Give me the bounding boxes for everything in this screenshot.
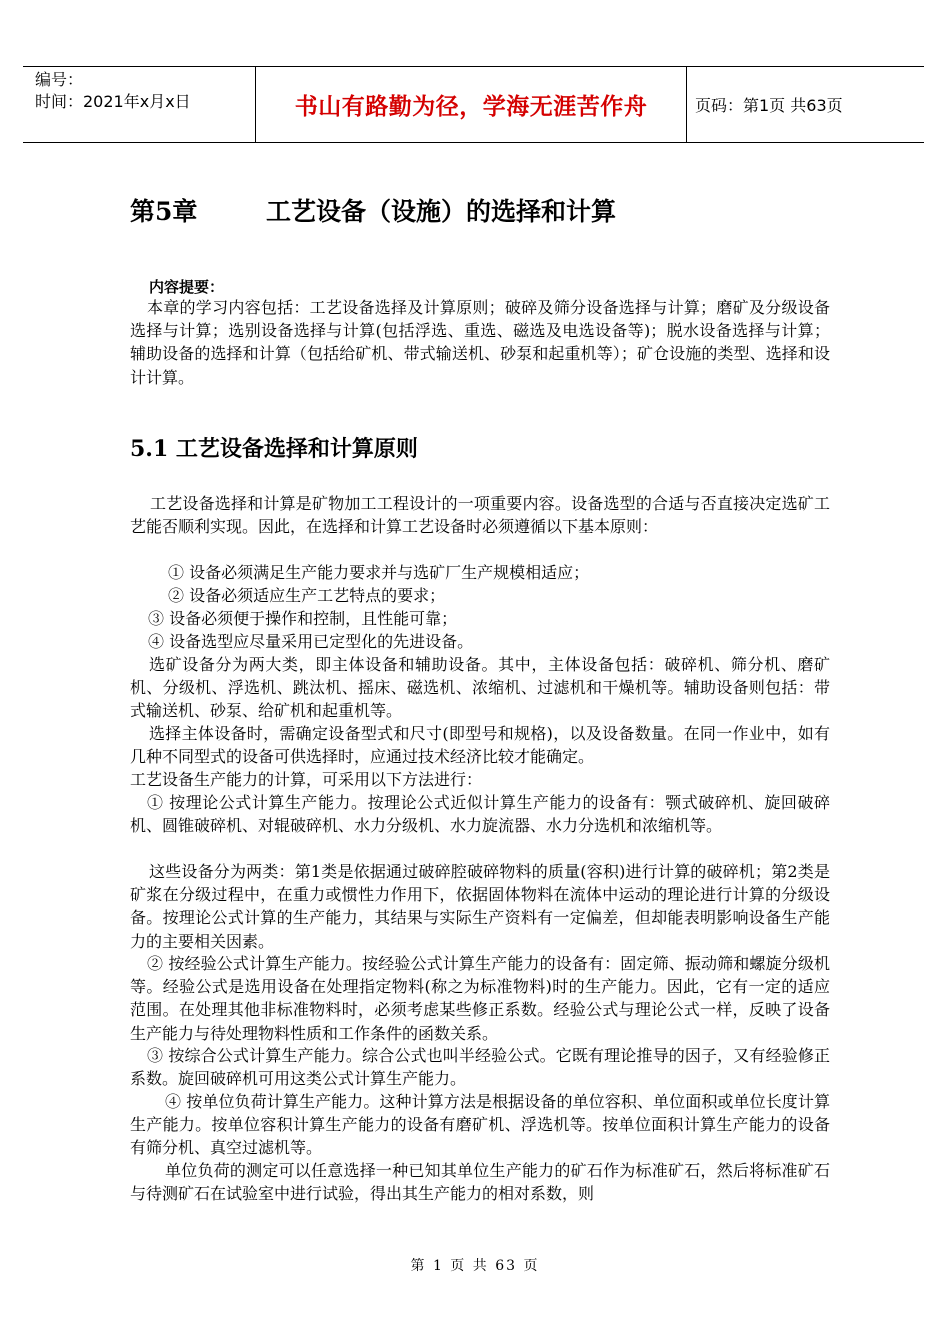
chapter-number: 第5章 [130,197,198,226]
header-page-info: 页码：第1页 共63页 [695,96,843,115]
body-paragraph-capacity: 工艺设备生产能力的计算，可采用以下方法进行： [130,770,483,789]
body-paragraph-unit: 单位负荷的测定可以任意选择一种已知其单位生产能力的矿石作为标准矿石，然后将标准矿石与待测矿石在试验室中进行试验，得出其生产能力的相对系数，则 [130,1161,830,1204]
header-time-label: 时间：2021年x月x日 [35,92,191,111]
method-1-detail: 这些设备分为两类：第1类是依据通过破碎腔破碎物料的质量(容积)进行计算的破碎机；第2类是矿浆在分级过程中，在重力或惯性力作用下，依据固体物料在流体中运动的理论进行计算的分级设备。按理论公式计算的生产能力，其结果与实际生产资料有一定偏差，但却能表明影响设备生产能力的主要相关因素。 [130,862,830,951]
principle-2: ② 设备必须适应生产工艺特点的要求； [168,586,446,605]
section-heading: 5.1 工艺设备选择和计算原则 [130,436,418,462]
method-1: ① 按理论公式计算生产能力。按理论公式近似计算生产能力的设备有：颚式破碎机、旋回破碎机、圆锥破碎机、对辊破碎机、水力分级机、水力旋流器、水力分选机和浓缩机等。 [130,793,830,836]
body-paragraph-main: 选择主体设备时，需确定设备型式和尺寸(即型号和规格)，以及设备数量。在同一作业中，如有几种不同型式的设备可供选择时，应通过技术经济比较才能确定。 [130,724,830,767]
chapter-title: 工艺设备（设施）的选择和计算 [266,197,617,226]
principle-1: ① 设备必须满足生产能力要求并与选矿厂生产规模相适应； [168,563,590,582]
method-3: ③ 按综合公式计算生产能力。综合公式也叫半经验公式。它既有理论推导的因子，又有经验修正系数。旋回破碎机可用这类公式计算生产能力。 [130,1046,830,1089]
header-meta [35,69,255,113]
header-number-label: 编号： [35,70,84,89]
principle-4: ④ 设备选型应尽量采用已定型化的先进设备。 [148,632,474,651]
chapter-heading [130,192,616,228]
body-paragraph-types: 选矿设备分为两大类，即主体设备和辅助设备。其中，主体设备包括：破碎机、筛分机、磨矿机、分级机、浮选机、跳汰机、摇床、磁选机、浓缩机、过滤机和干燥机等。辅助设备则包括：带式输送机、砂泵、给矿机和起重机等。 [130,655,830,721]
header-motto: 书山有路勤为径，学海无涯苦作舟 [294,93,648,120]
document-header [23,66,924,143]
abstract-title: 内容提要： [149,278,225,296]
page-footer: 第 1 页 共 63 页 [410,1258,540,1274]
abstract-text: 本章的学习内容包括：工艺设备选择及计算原则；破碎及筛分设备选择与计算；磨矿及分级设备选择与计算；选别设备选择与计算(包括浮选、重选、磁选及电选设备等)；脱水设备选择与计算；辅助设备的选择和计算（包括给矿机、带式输送机、砂泵和起重机等）；矿仓设施的类型、选择和设计计算。 [130,298,830,387]
method-4: ④ 按单位负荷计算生产能力。这种计算方法是根据设备的单位容积、单位面积或单位长度计算生产能力。按单位容积计算生产能力的设备有磨矿机、浮选机等。按单位面积计算生产能力的设备有筛分机、真空过滤机等。 [130,1092,830,1158]
method-2: ② 按经验公式计算生产能力。按经验公式计算生产能力的设备有：固定筛、振动筛和螺旋分级机等。经验公式是选用设备在处理指定物料(称之为标准物料)时的生产能力。因此，它有一定的适应范围。在处理其他非标准物料时，必须考虑某些修正系数。经验公式与理论公式一样，反映了设备生产能力与待处理物料性质和工作条件的函数关系。 [130,954,830,1043]
body-intro: 工艺设备选择和计算是矿物加工工程设计的一项重要内容。设备选型的合适与否直接决定选矿工艺能否顺利实现。因此，在选择和计算工艺设备时必须遵循以下基本原则： [130,494,830,537]
principle-3: ③ 设备必须便于操作和控制，且性能可靠； [148,609,458,628]
